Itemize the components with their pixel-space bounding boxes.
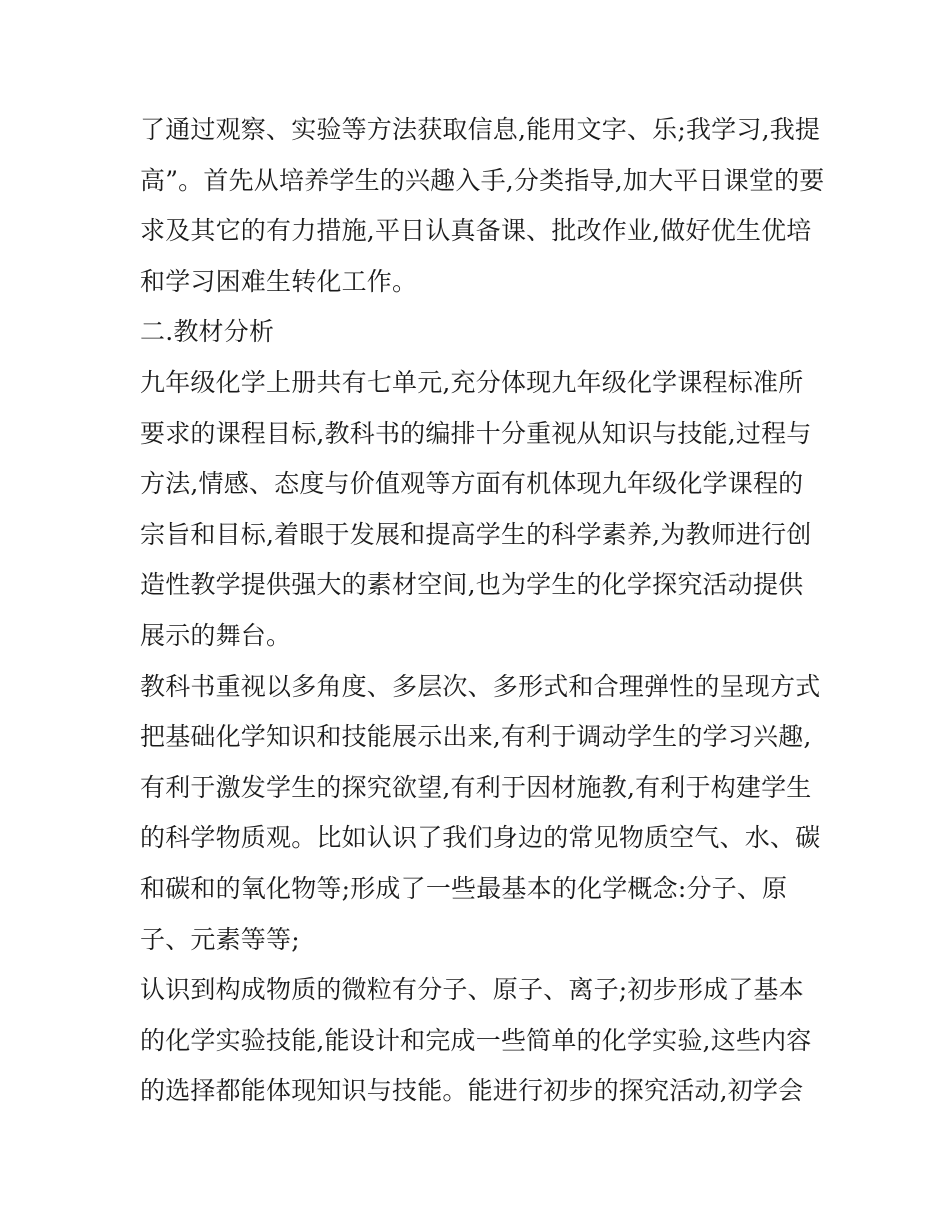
text-line: 方法,情感、态度与价值观等方面有机体现九年级化学课程的 — [140, 469, 804, 499]
text-line: 和学习困难生转化工作。 — [140, 266, 418, 296]
text-line: 高”。首先从培养学生的兴趣入手,分类指导,加大平日课堂的要 — [140, 165, 825, 195]
text-line: 九年级化学上册共有七单元,充分体现九年级化学课程标准所 — [140, 367, 804, 397]
text-line: 和碳和的氧化物等;形成了一些最基本的化学概念:分子、原 — [140, 873, 788, 903]
text-line: 把基础化学知识和技能展示出来,有利于调动学生的学习兴趣, — [140, 722, 812, 752]
text-line: 求及其它的有力措施,平日认真备课、批改作业,做好优生优培 — [140, 216, 812, 246]
text-line: 认识到构成物质的微粒有分子、原子、离子;初步形成了基本 — [140, 975, 804, 1005]
text-line: 教科书重视以多角度、多层次、多形式和合理弹性的呈现方式 — [140, 671, 821, 701]
text-line: 有利于激发学生的探究欲望,有利于因材施教,有利于构建学生 — [140, 772, 812, 802]
document-body — [140, 112, 830, 1124]
text-line: 的化学实验技能,能设计和完成一些简单的化学实验,这些内容 — [140, 1025, 812, 1055]
section-heading: 二.教材分析 — [140, 317, 275, 347]
text-line: 宗旨和目标,着眼于发展和提高学生的科学素养,为教师进行创 — [140, 519, 812, 549]
text-line: 的科学物质观。比如认识了我们身边的常见物质空气、水、碳 — [140, 823, 821, 853]
text-line: 造性教学提供强大的素材空间,也为学生的化学探究活动提供 — [140, 570, 804, 600]
text-line: 子、元素等等; — [140, 924, 300, 954]
text-line: 展示的舞台。 — [140, 620, 292, 650]
text-line: 的选择都能体现知识与技能。能进行初步的探究活动,初学会 — [140, 1076, 804, 1106]
text-line: 了通过观察、实验等方法获取信息,能用文字、乐;我学习,我提 — [140, 115, 821, 144]
text-line: 要求的课程目标,教科书的编排十分重视从知识与技能,过程与 — [140, 418, 812, 448]
